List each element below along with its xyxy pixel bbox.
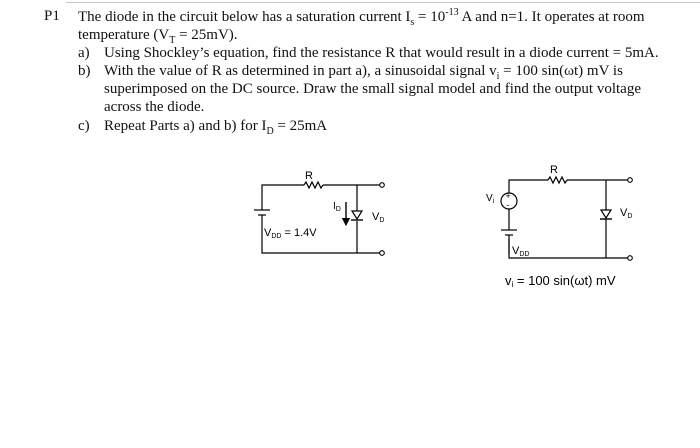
left-diode [351,211,363,220]
right-signal-label: $V_i$ [486,193,495,205]
left-current-label: $I_D$ [333,201,341,213]
part-c-text: Repeat Parts a) and b) for $I_D = 25mA$ [104,118,328,137]
part-b-line-3: across the diode. [104,99,205,115]
right-terminal-top [628,178,633,183]
part-c-marker: c) [78,118,90,134]
left-terminal-bottom [380,251,385,256]
left-terminal-top [380,183,385,188]
right-circuit [501,177,628,258]
right-resistor-label: R [550,164,558,176]
left-source-label: VDD = 1.4V [264,227,317,240]
left-resistor-label: R [305,170,313,182]
left-resistor [304,182,323,188]
right-diode [600,210,612,219]
problem-number: P1 [44,8,60,24]
intro-line-1: The diode in the circuit below has a saturation current $I_s = 10^{-13}$ A and n=1. It operates at room [78,7,645,28]
part-b-line-1: With the value of R as determined in part a), a sinusoidal signal $v_i = 100$ sin(ωt) mV is [104,63,623,82]
right-terminal-bottom [628,256,633,261]
part-b-line-2: superimposed on the DC source. Draw the small signal model and find the output voltage [104,81,641,97]
part-a-text: Using Shockley’s equation, find the resistance R that would result in a diode current = 5mA. [104,45,659,61]
right-source-label: VDD [512,245,530,258]
left-diode-voltage-label: VD [372,211,385,224]
right-diode-voltage-label: VD [620,207,633,220]
svg-text:-: - [506,200,510,210]
part-a-marker: a) [78,45,90,61]
right-top-wire-a [509,180,548,193]
left-circuit [254,182,380,253]
right-signal-source [501,191,517,210]
part-b-marker: b) [78,63,91,79]
svg-text:+: + [505,191,511,201]
right-signal-caption: vi = 100 sin(ωt) mV [505,273,616,289]
right-resistor [548,177,567,183]
left-top-wire-a [262,185,304,210]
intro-line-2: temperature $(V_T = 25mV)$. [78,27,238,46]
